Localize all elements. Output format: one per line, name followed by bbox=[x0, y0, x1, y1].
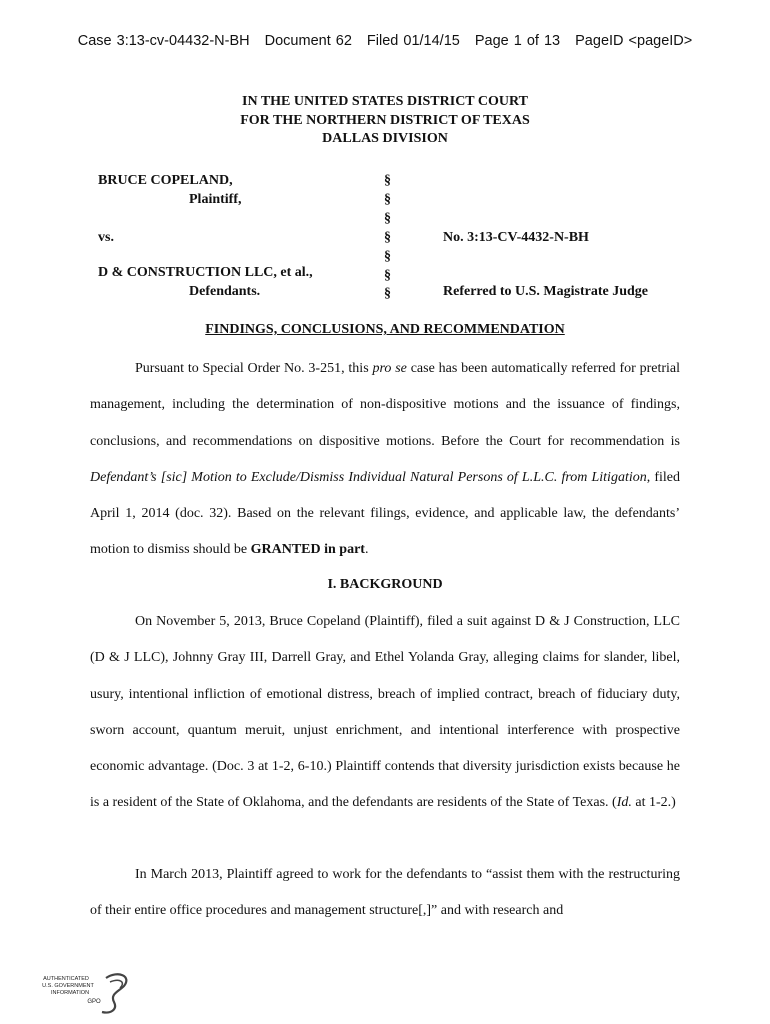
intro-paragraph bbox=[90, 351, 680, 569]
plaintiff-name: BRUCE COPELAND, bbox=[98, 173, 233, 188]
seal-line-1: AUTHENTICATED bbox=[43, 976, 89, 982]
page-id: PageID <pageID> bbox=[575, 33, 693, 49]
granted-bold: GRANTED in part bbox=[250, 542, 365, 558]
intro-text-end: . bbox=[364, 542, 369, 558]
case-caption bbox=[98, 173, 698, 303]
section-symbol: § bbox=[384, 286, 391, 301]
seal-line-3: INFORMATION bbox=[50, 990, 90, 996]
defendant-name: D & CONSTRUCTION LLC, et al., bbox=[98, 265, 313, 280]
section-symbol: § bbox=[384, 192, 391, 207]
defendant-role: Defendants. bbox=[189, 284, 261, 299]
id-citation-italic: Id. bbox=[616, 795, 632, 811]
section-symbol: § bbox=[384, 211, 391, 226]
seal-line-4: GPO bbox=[87, 999, 101, 1005]
pro-se-italic: pro se bbox=[372, 361, 407, 376]
document-title: FINDINGS, CONCLUSIONS, AND RECOMMENDATION bbox=[205, 322, 565, 337]
plaintiff-role: Plaintiff, bbox=[189, 192, 242, 207]
motion-title-italic: Defendant’s [sic] Motion to Exclude/Dismiss Individual Natural Persons of L.L.C. from Litigation bbox=[90, 469, 647, 485]
background-text-2: at 1-2.) bbox=[631, 795, 676, 811]
gpo-authentication-seal bbox=[40, 970, 135, 1015]
gpo-seal-icon bbox=[40, 970, 135, 1015]
section-symbol: § bbox=[384, 249, 391, 264]
court-heading bbox=[0, 93, 770, 149]
seal-line-2: U.S. GOVERNMENT bbox=[42, 983, 94, 989]
section-symbol: § bbox=[384, 230, 391, 245]
intro-text-1: Pursuant to Special Order No. 3-251, this bbox=[135, 361, 373, 376]
document-number: Document 62 bbox=[264, 33, 352, 49]
background-paragraph-1 bbox=[90, 604, 680, 822]
background-paragraph-2: In March 2013, Plaintiff agreed to work for the defendants to “assist them with the restructuring of their entire office procedures and management structure[,]” and with research and bbox=[90, 867, 680, 919]
intro-text-2: case has been automatically referred for pretrial management, including the determination of non-dispositive motions and the issuance of findings, conclusions, and recommendations on dispositive motions. Before the Court for recommendation is bbox=[90, 361, 681, 449]
section-symbol: § bbox=[384, 173, 391, 188]
case-header bbox=[0, 33, 770, 49]
section-symbol: § bbox=[384, 268, 391, 283]
docket-number: No. 3:13-CV-4432-N-BH bbox=[443, 230, 589, 245]
court-line-3: DALLAS DIVISION bbox=[322, 131, 448, 146]
background-text-1: On November 5, 2013, Bruce Copeland (Plaintiff), filed a suit against D & J Construction, LLC (D & J LLC), Johnny Gray III, Darrell Gray, and Ethel Yolanda Gray, alleging claims for slander, libel, usury, intentional infliction of emotional distress, breach of implied contract, breach of fiduciary duty, sworn account, quantum meruit, unjust enrichment, and intentional interference with prospective economic advantage. (Doc. 3 at 1-2, 6-10.) Plaintiff contends that diversity jurisdiction exists because he is a resident of the State of Oklahoma, and the defendants are residents of the State of Texas. ( bbox=[90, 614, 680, 811]
versus: vs. bbox=[98, 230, 114, 245]
court-line-2: FOR THE NORTHERN DISTRICT OF TEXAS bbox=[240, 112, 530, 128]
filed-date: Filed 01/14/15 bbox=[366, 33, 460, 49]
referral-note: Referred to U.S. Magistrate Judge bbox=[443, 284, 649, 299]
page-indicator: Page 1 of 13 bbox=[474, 33, 561, 49]
court-line-1: IN THE UNITED STATES DISTRICT COURT bbox=[242, 94, 528, 109]
section-heading-background: I. BACKGROUND bbox=[327, 577, 443, 592]
case-number-header: Case 3:13-cv-04432-N-BH bbox=[77, 33, 250, 49]
intro-text-3: , filed April 1, 2014 (doc. 32). Based on the relevant filings, evidence, and applicable law, the defendants’ motion to dismiss should be bbox=[90, 469, 681, 558]
